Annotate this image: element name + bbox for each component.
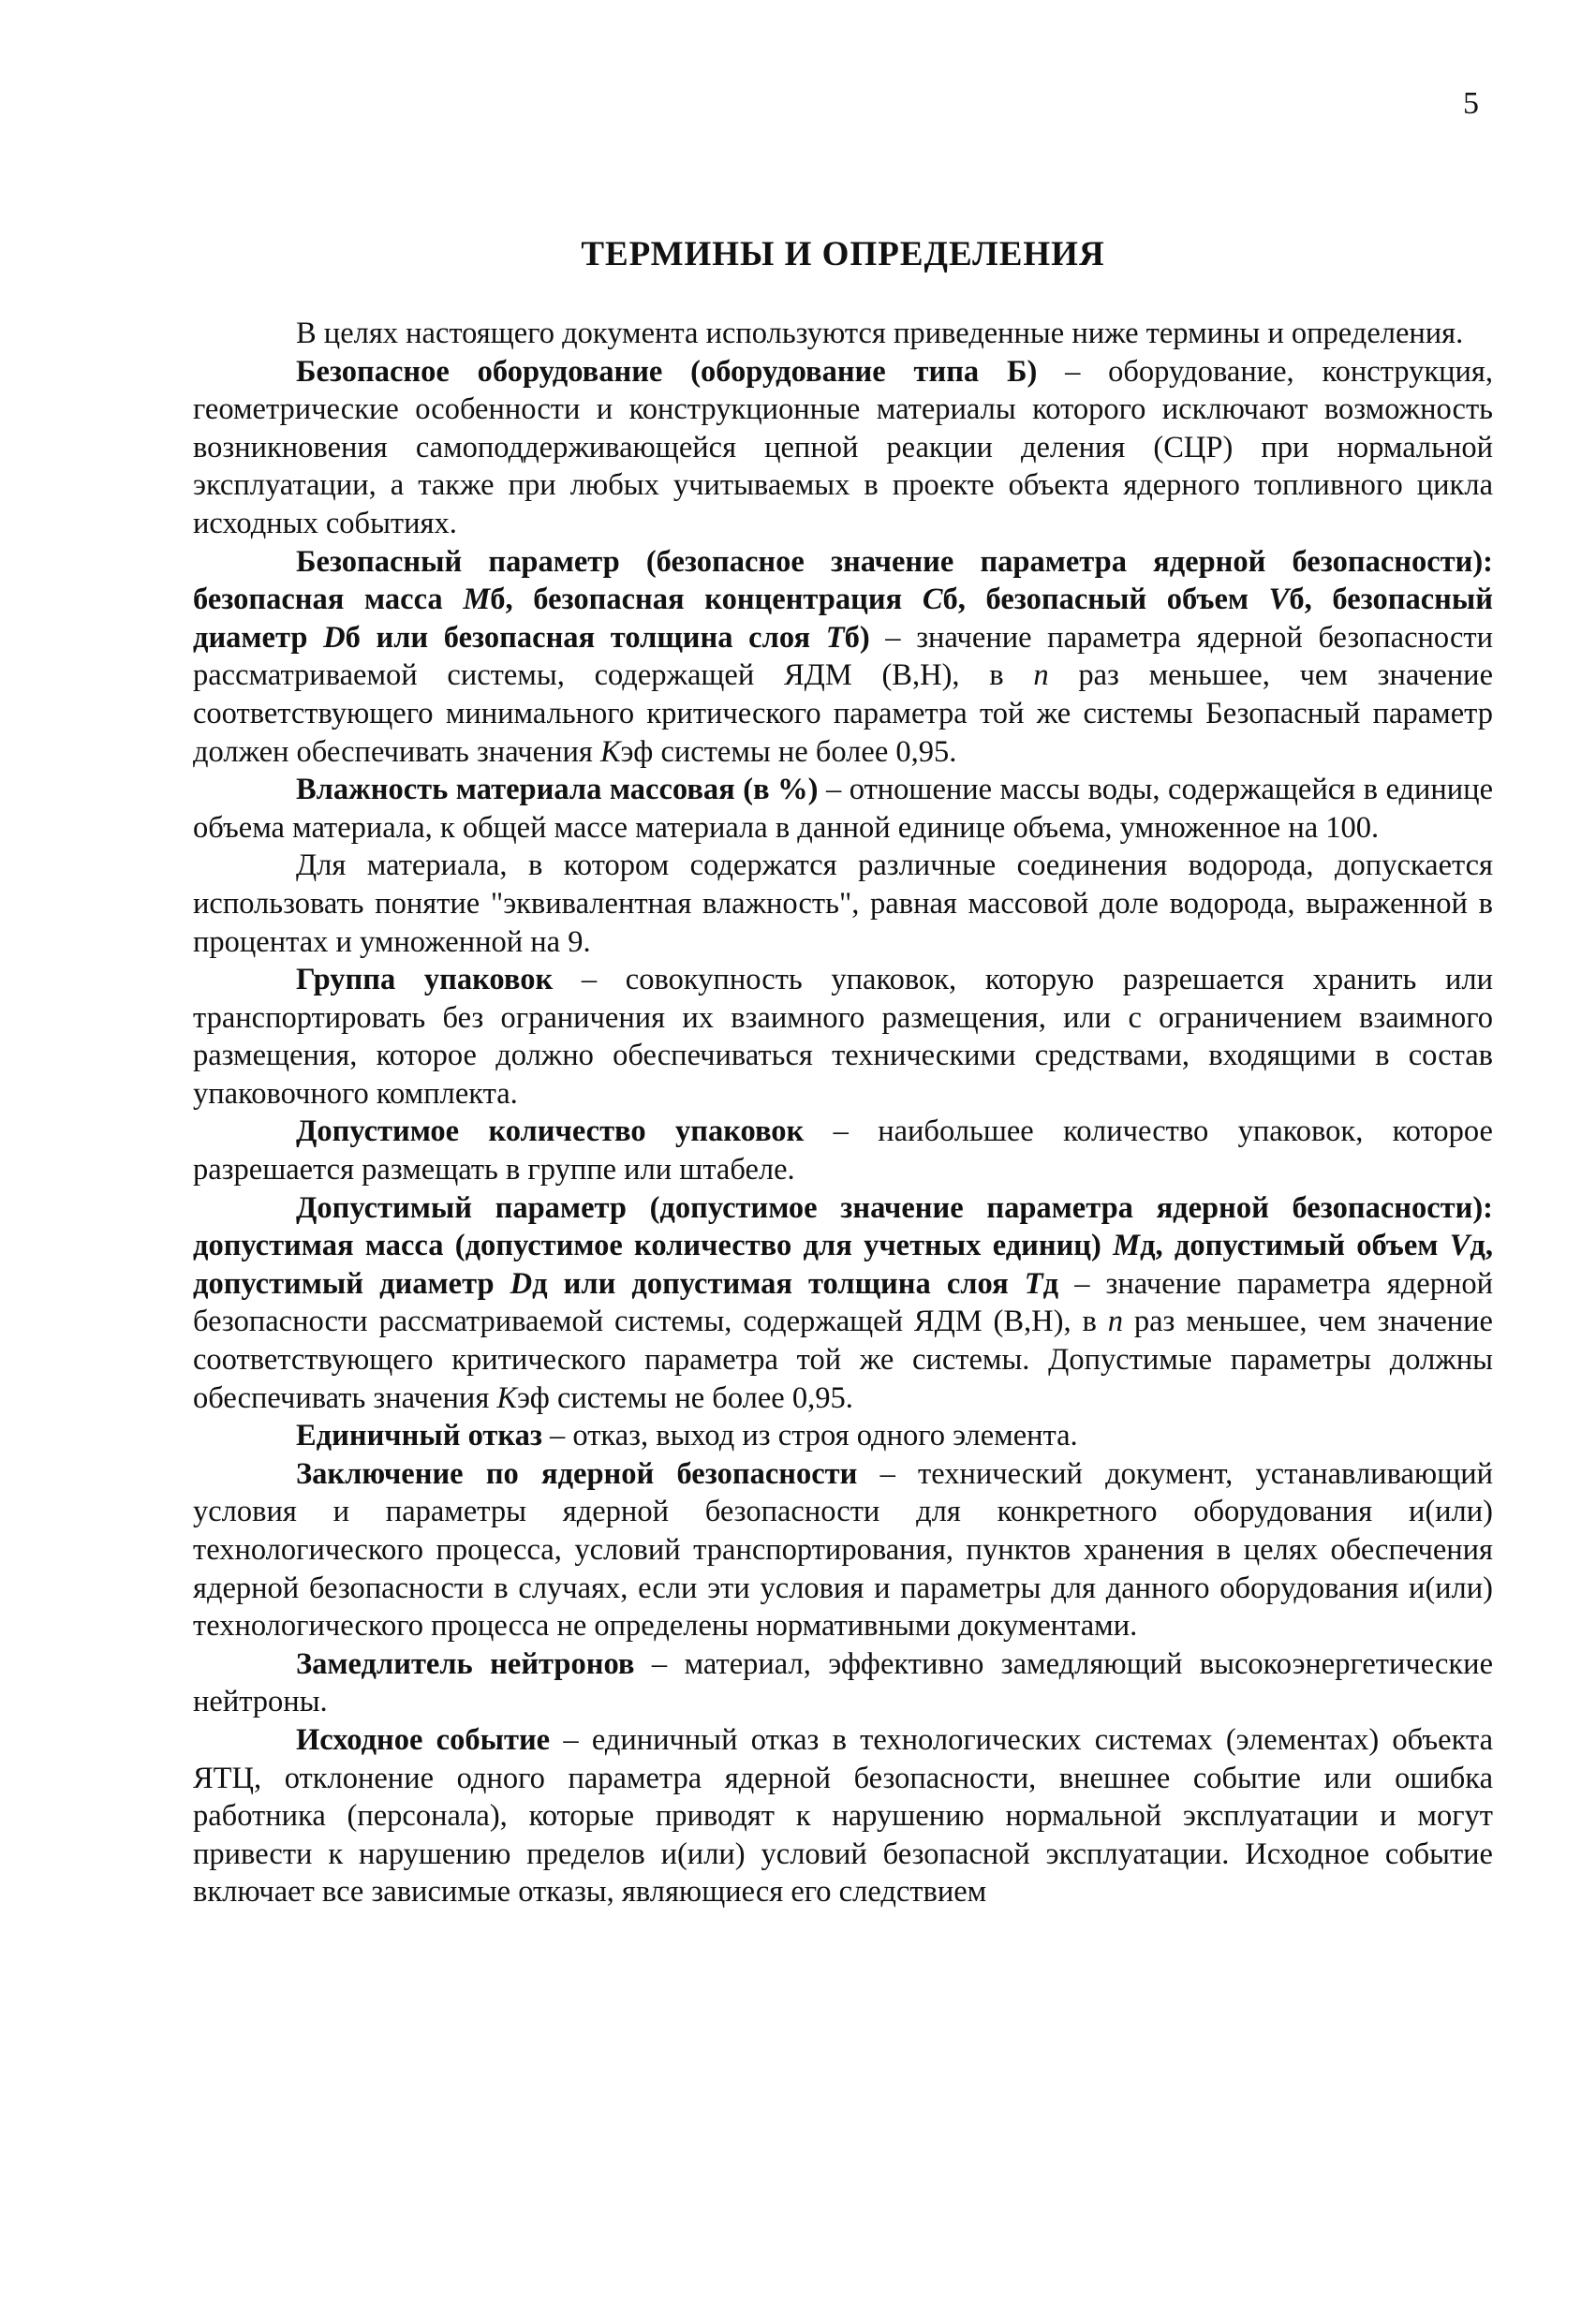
- term-text: д: [1042, 1266, 1059, 1301]
- symbol-k: К: [599, 734, 621, 769]
- symbol-diameter: D: [510, 1266, 533, 1301]
- symbol-mass: М: [1113, 1229, 1141, 1263]
- term-definition: – материал, эффективно замедляющий высокоэнергетические нейтроны.: [193, 1646, 1494, 1719]
- symbol-k: К: [496, 1380, 517, 1415]
- entry-allowed-parameter: [193, 1189, 1493, 1418]
- symbol-n: n: [1107, 1305, 1123, 1339]
- symbol-concentration: С: [922, 583, 943, 617]
- entry-package-group: [193, 961, 1493, 1113]
- entry-allowed-packages: [193, 1113, 1493, 1188]
- entry-moisture-note: Для материала, в котором содержатся различные соединения водорода, допускается использовать понятие "эквивалентная влажность", равная массовой доле водорода, выраженной в процентах и умноженной на 9.: [193, 848, 1493, 959]
- term-text: б): [844, 620, 870, 655]
- symbol-thickness: Т: [1024, 1266, 1043, 1301]
- term-definition: – совокупность упаковок, которую разрешается хранить или транспортировать без ограничения их взаимного размещения, или с ограничением взаимного размещения, которое должно обеспечиваться техническими средствами, входящими в состав упаковочного комплекта.: [193, 963, 1494, 1111]
- entry-moderator: [193, 1645, 1493, 1721]
- definition-text: раз меньшее, чем значение соответствующего минимального критического параметра той же системы Безопасный параметр должен обеспечивать значения: [193, 658, 1493, 769]
- entry-safe-parameter: [193, 543, 1493, 772]
- term-text: б, безопасная концентрация: [490, 583, 923, 617]
- page-number: 5: [1463, 86, 1479, 121]
- term-label: Исходное событие: [296, 1722, 551, 1757]
- symbol-thickness: Т: [825, 620, 845, 655]
- term-text: б, безопасный объем: [942, 583, 1269, 617]
- term-label: Группа упаковок: [296, 963, 554, 997]
- definition-text: – значение параметра ядерной безопасности рассматриваемой системы, содержащей ЯДМ (В,Н), в: [193, 1266, 1493, 1339]
- term-text: д или допустимая толщина слоя: [532, 1266, 1025, 1301]
- entry-initiating-event: [193, 1721, 1493, 1911]
- term-label: Допустимое количество упаковок: [296, 1114, 805, 1149]
- symbol-n: n: [1033, 658, 1049, 693]
- term-label: Замедлитель нейтронов: [296, 1646, 635, 1681]
- term-label: Влажность материала массовая (в %): [296, 773, 819, 807]
- term-label: Безопасное оборудование (оборудование типа Б): [296, 354, 1038, 389]
- term-text: б, безопасный диаметр: [193, 583, 1493, 655]
- term-definition: – оборудование, конструкция, геометрические особенности и конструкционные материалы которого исключают возможность возникновения самоподдерживающейся цепной реакции деления (СЦР) при нормальной эксплуатации, а также при любых учитываемых в проекте объекта ядерного топливного цикла исходных событиях.: [193, 354, 1493, 540]
- symbol-diameter: D: [323, 620, 346, 655]
- term-text: Безопасный параметр (безопасное значение параметра ядерной безопасности): безопасная масса: [193, 544, 1493, 617]
- term-definition: – отказ, выход из строя одного элемента.: [541, 1419, 1078, 1453]
- definition-text: эф системы не более 0,95.: [620, 734, 957, 769]
- term-text: б или безопасная толщина слоя: [345, 620, 826, 655]
- definition-text: эф системы не более 0,95.: [517, 1380, 853, 1415]
- intro-paragraph: В целях настоящего документа используются приведенные ниже термины и определения.: [296, 317, 1464, 350]
- term-definition: – технический документ, устанавливающий условия и параметры ядерной безопасности для конкретного оборудования и(или) технологического процесса, условий транспортирования, пунктов хранения в целях обеспечения ядерной безопасности в случаях, если эти условия и параметры для данного оборудования и(или) технологического процесса не определены нормативными документами.: [193, 1456, 1494, 1644]
- entry-single-failure: [193, 1417, 1493, 1455]
- entry-safety-conclusion: [193, 1455, 1493, 1645]
- term-text: д, допустимый диаметр: [193, 1229, 1493, 1301]
- entry-safe-equipment: [193, 353, 1493, 543]
- symbol-volume: V: [1449, 1229, 1470, 1263]
- term-text: Допустимый параметр (допустимое значение параметра ядерной безопасности): допустимая масса (допустимое количество для учетных единиц): [193, 1190, 1493, 1263]
- term-definition: – наибольшее количество упаковок, которое разрешается размещать в группе или штабеле.: [193, 1114, 1493, 1187]
- term-definition: – единичный отказ в технологических системах (элементах) объекта ЯТЦ, отклонение одного параметра ядерной безопасности, внешнее событие или ошибка работника (персонала), которые приводят к нарушению нормальной эксплуатации и могут привести к нарушению пределов и(или) условий безопасной эксплуатации. Исходное событие включает все зависимые отказы, являющиеся его следствием: [193, 1722, 1493, 1910]
- term-label: Заключение по ядерной безопасности: [296, 1456, 858, 1491]
- term-text: д, допустимый объем: [1140, 1229, 1450, 1263]
- definition-text: – значение параметра ядерной безопасности рассматриваемой системы, содержащей ЯДМ (В,Н), в: [193, 620, 1493, 693]
- symbol-mass: М: [463, 583, 491, 617]
- section-heading: ТЕРМИНЫ И ОПРЕДЕЛЕНИЯ: [581, 235, 1105, 273]
- term-label: Единичный отказ: [296, 1419, 542, 1453]
- term-definition: – отношение массы воды, содержащейся в единице объема материала, к общей массе материала в данной единице объема, умноженное на 100.: [193, 773, 1493, 845]
- entry-moisture: [193, 771, 1493, 847]
- symbol-volume: V: [1268, 583, 1290, 617]
- definition-text: раз меньшее, чем значение соответствующего критического параметра той же системы. Допустимые параметры должны обеспечивать значения: [193, 1305, 1493, 1415]
- document-body: [193, 315, 1493, 1911]
